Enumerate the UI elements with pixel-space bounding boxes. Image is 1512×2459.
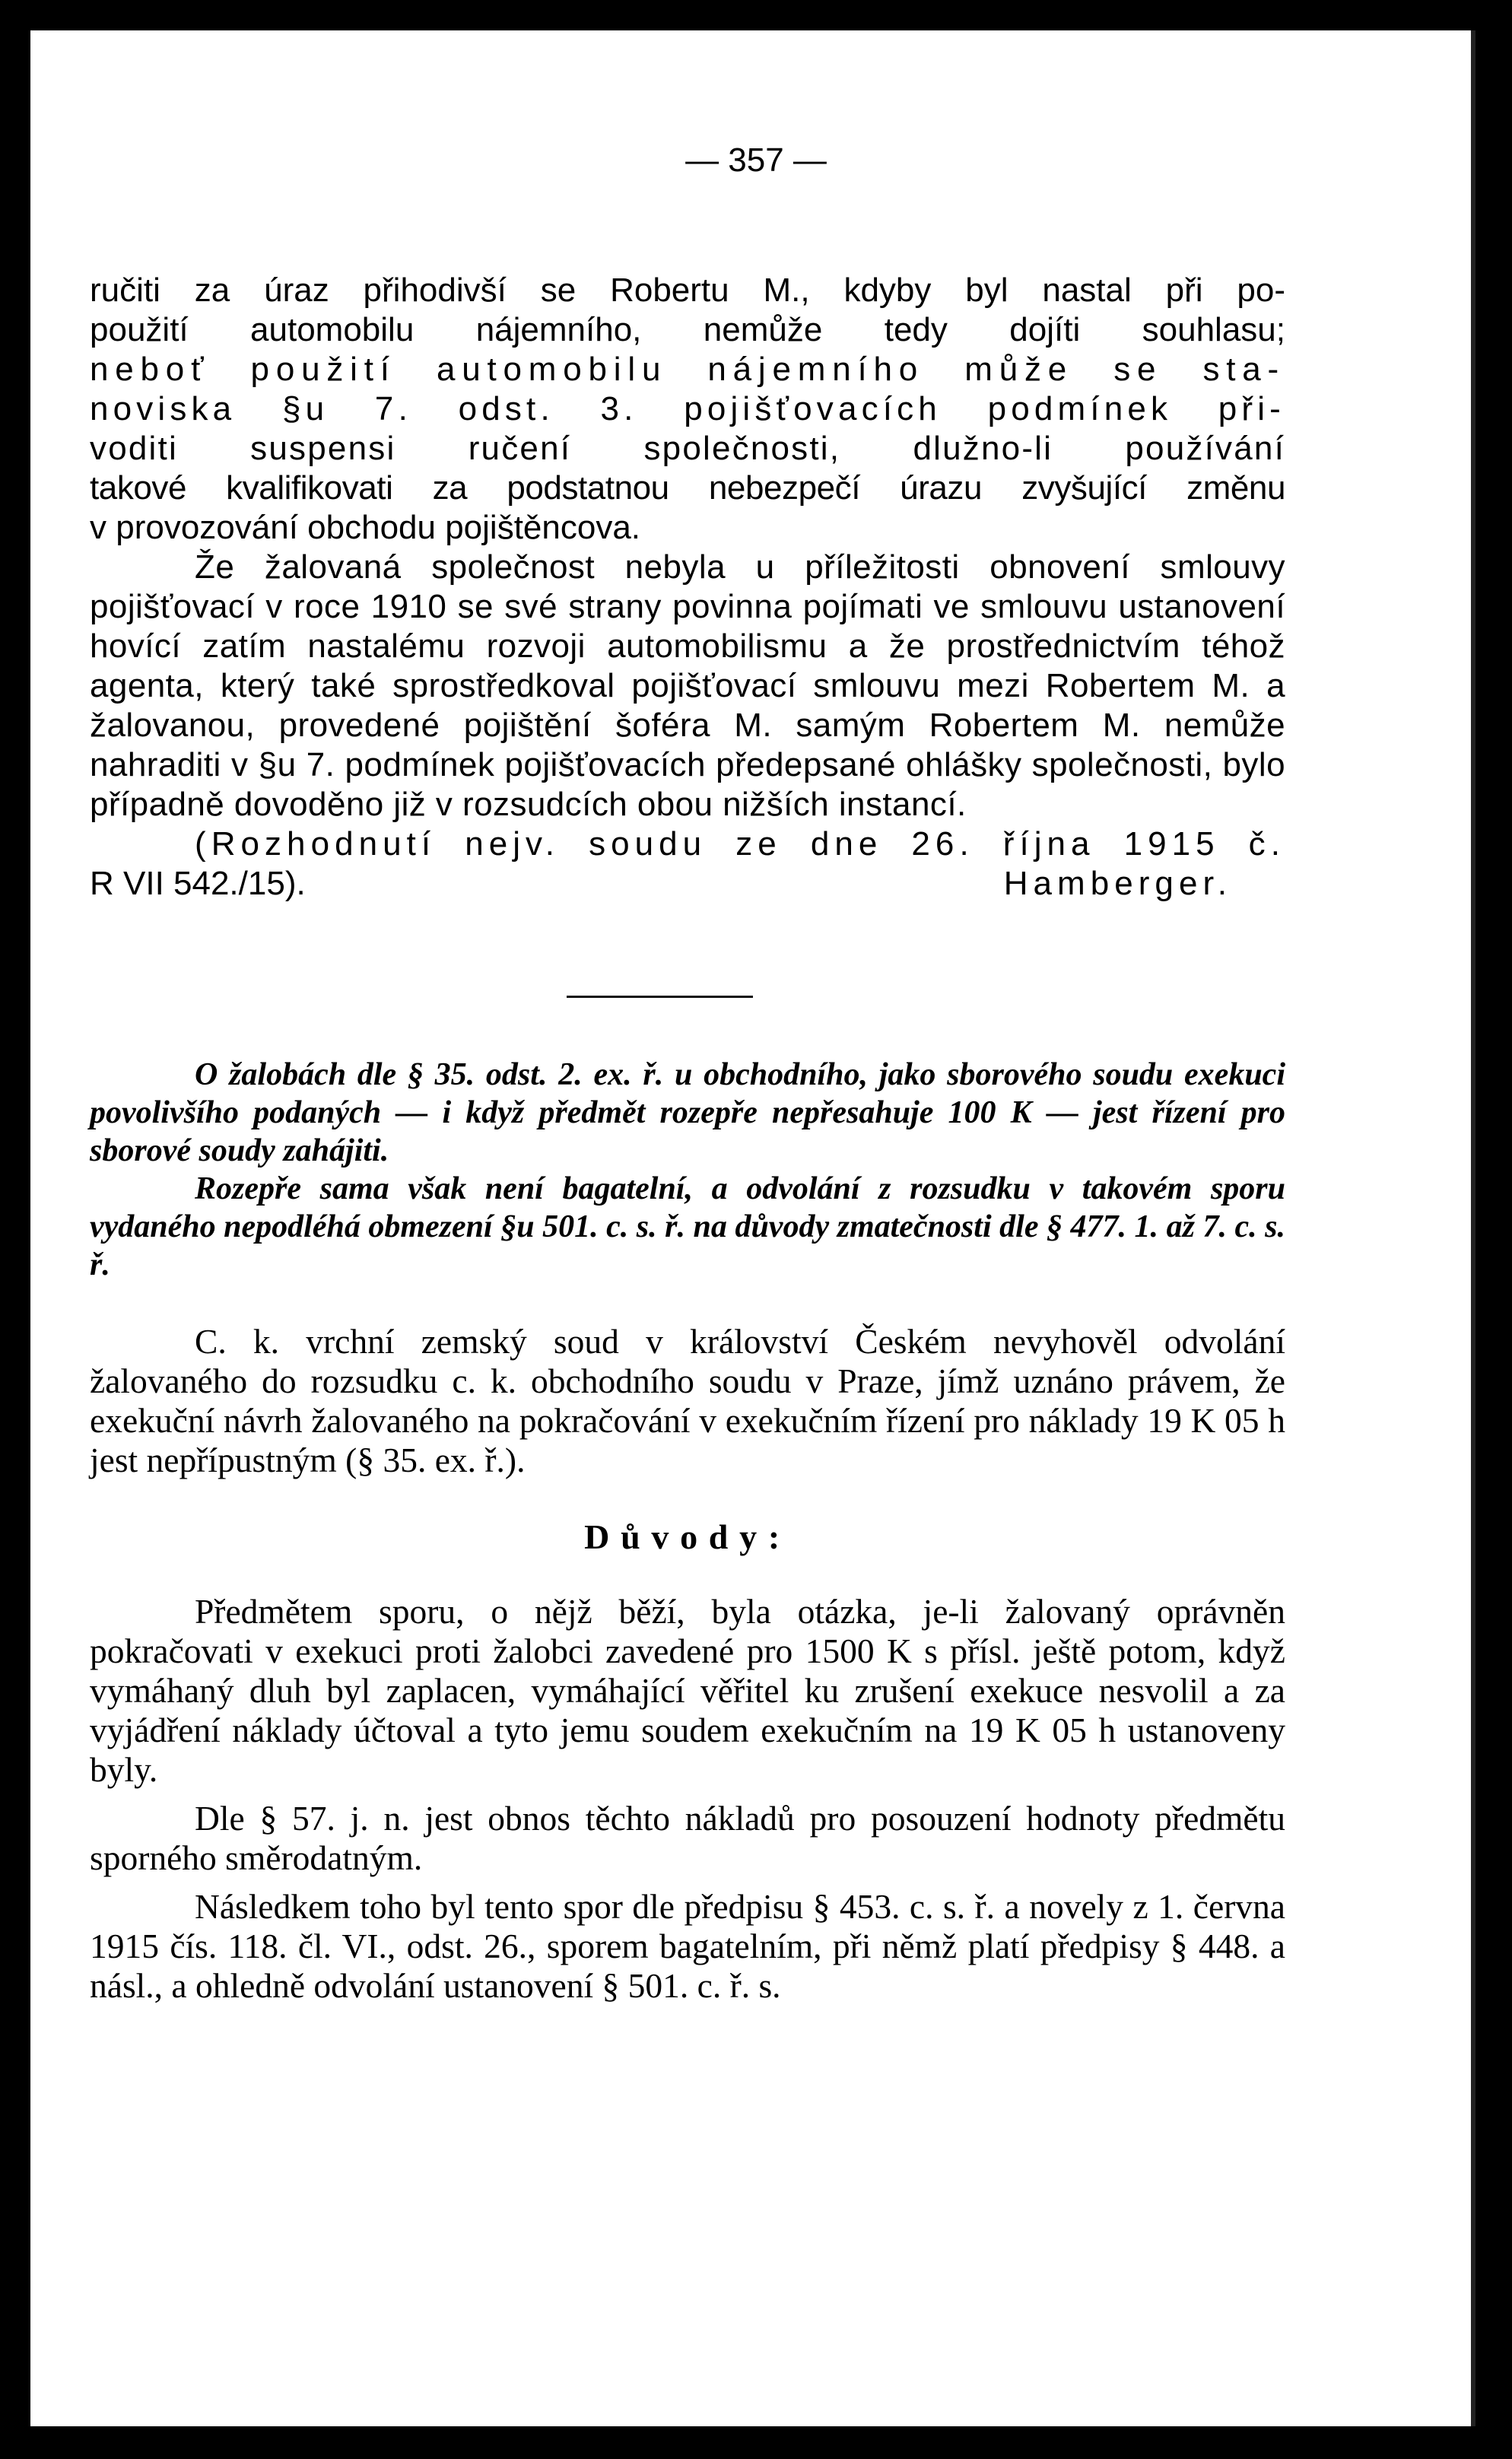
reason-paragraph-1: Předmětem sporu, o nějž běží, byla otázka, je-li žalovaný oprávněn pokračovati v exekuci proti žalobci zavedené pro 1500 K s přísl. ještě potom, když vymáhaný dluh byl zaplacen, vymáhající věřitel ku zrušení exekuce nesvolil a za vyjádření náklady účtoval a tyto jemu soudem exekučním na 19 K 05 h ustanoveny byly. bbox=[90, 1592, 1285, 1789]
para-2: Že žalovaná společnost nebyla u příležitosti obnovení smlouvy pojišťovací v roce 1910 se své strany povinna pojímati ve smlouvu ustanovení hovící zatím nastalému rozvoji automobilismu a že prostřednictvím téhož agenta, který také sprostředkoval pojišťovací smlouvu mezi Robertem M. a žalovanou, provedené pojištění šoféra M. samým Robertem M. nemůže nahraditi v §u 7. podmínek pojišťovacích předepsané ohlášky společnosti, bylo případně dovoděno již v rozsudcích obou nižších instancí. bbox=[90, 548, 1285, 823]
headnote-1: O žalobách dle § 35. odst. 2. ex. ř. u obchodního, jako sborového soudu exekuci povolivšího podaných — i když předmět rozepře nepřesahuje 100 K — jest řízení pro sborové soudy zahájiti. bbox=[90, 1057, 1285, 1168]
signature: Hamberger. bbox=[1003, 865, 1232, 902]
para-1-line-6: takové kvalifikovati za podstatnou nebezpečí úrazu zvyšující změnu bbox=[90, 469, 1285, 507]
para-1-line-1: ručiti za úraz přihodivší se Robertu M., kdyby byl nastal při po- bbox=[90, 272, 1285, 309]
decision-line-2 bbox=[90, 864, 1285, 904]
reason-paragraph-2: Dle § 57. j. n. jest obnos těchto nákladů pro posouzení hodnoty předmětu sporného směrodatným. bbox=[90, 1799, 1285, 1877]
para-1-line-5: voditi suspensi ručení společnosti, dlužno-li používání bbox=[90, 430, 1285, 467]
section-divider bbox=[567, 996, 753, 998]
section-title: Důvody: bbox=[584, 1517, 791, 1556]
intro-paragraph: C. k. vrchní zemský soud v království Českém nevyhověl odvolání žalovaného do rozsudku c. k. obchodního soudu v Praze, jímž uznáno právem, že exekuční návrh žalovaného na pokračování v exekučním řízení pro náklady 19 K 05 h jest nepřípustným (§ 35. ex. ř.). bbox=[90, 1322, 1285, 1479]
para-1-line-3: neboť použití automobilu nájemního může se sta- bbox=[90, 351, 1285, 388]
para-1-line-7: v provozování obchodu pojištěncova. bbox=[90, 509, 641, 546]
page-number: — 357 — bbox=[685, 141, 827, 179]
block-1 bbox=[90, 271, 1285, 904]
page-edge-line bbox=[1471, 30, 1475, 2426]
block-2 bbox=[90, 1056, 1285, 2006]
para-1-line-4: noviska §u 7. odst. 3. pojišťovacích podmínek při- bbox=[90, 390, 1285, 427]
decision-ref: R VII 542./15). bbox=[90, 865, 306, 902]
headnote-2: Rozepře sama však není bagatelní, a odvolání z rozsudku v takovém sporu vydaného nepodléhá obmezení §u 501. c. s. ř. na důvody zmatečnosti dle § 477. 1. až 7. c. s. ř. bbox=[90, 1171, 1285, 1282]
para-1-line-2: použití automobilu nájemního, nemůže tedy dojíti souhlasu; bbox=[90, 311, 1285, 348]
decision-line-1: (Rozhodnutí nejv. soudu ze dne 26. října 1915 č. bbox=[195, 825, 1285, 863]
reason-paragraph-3: Následkem toho byl tento spor dle předpisu § 453. c. s. ř. a novely z 1. června 1915 čís. 118. čl. VI., odst. 26., sporem bagatelním, při němž platí předpisy § 448. a násl., a ohledně odvolání ustanovení § 501. c. ř. s. bbox=[90, 1887, 1285, 2005]
